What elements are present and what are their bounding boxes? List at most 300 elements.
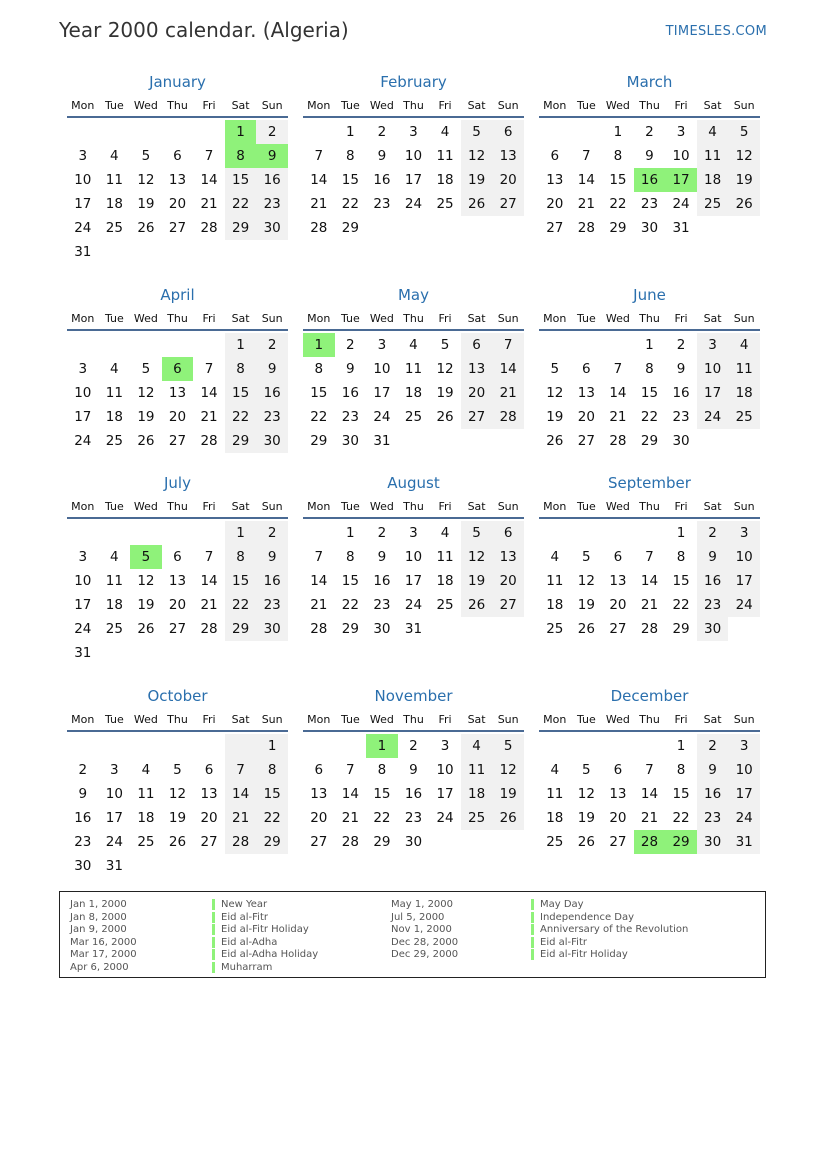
day-cell: 20 — [546, 196, 564, 212]
weekday-header — [303, 309, 524, 331]
weekday-header — [303, 497, 524, 519]
day-cell: 8 — [314, 361, 324, 377]
day-cell: 18 — [546, 597, 564, 613]
holiday-day-cell: 1 — [303, 333, 335, 357]
weekday-label: Sat — [231, 99, 250, 112]
empty-cell — [99, 734, 131, 758]
weekday-label: Thu — [403, 312, 424, 325]
day-cell: 22 — [225, 405, 257, 429]
day-cell: 4 — [110, 361, 119, 377]
weekday-label: Tue — [104, 99, 124, 112]
day-cell: 1 — [676, 738, 686, 754]
day-cell: 2 — [676, 337, 686, 353]
day-cell: 22 — [672, 597, 690, 613]
weekday-label: Fri — [674, 312, 688, 325]
day-cell: 10 — [697, 357, 729, 381]
legend-line — [391, 912, 458, 925]
day-grid — [539, 333, 760, 453]
day-cell: 15 — [225, 569, 257, 593]
day-cell: 23 — [404, 810, 423, 826]
legend-holiday-name: Eid al-Fitr — [531, 937, 587, 948]
day-cell: 14 — [310, 172, 328, 188]
weekday-label: Sat — [467, 713, 486, 726]
weekday-label: Sat — [467, 99, 486, 112]
day-cell: 13 — [577, 385, 595, 401]
weekday-header — [67, 497, 288, 519]
day-cell: 11 — [436, 549, 454, 565]
legend-line — [212, 937, 318, 950]
month-october — [67, 686, 288, 878]
day-cell: 21 — [492, 381, 524, 405]
day-cell: 1 — [225, 521, 257, 545]
day-cell: 25 — [436, 196, 454, 212]
day-cell: 13 — [492, 144, 524, 168]
day-cell: 7 — [204, 148, 214, 164]
day-cell: 5 — [440, 337, 450, 353]
day-cell: 27 — [492, 593, 524, 617]
weekday-label: Mon — [543, 99, 567, 112]
day-cell: 18 — [697, 168, 729, 192]
day-cell: 15 — [373, 786, 391, 802]
weekday-label: Tue — [576, 713, 596, 726]
legend-line — [391, 949, 458, 962]
day-cell: 26 — [492, 806, 524, 830]
day-cell: 31 — [373, 433, 391, 449]
day-cell: 2 — [697, 521, 729, 545]
day-cell: 13 — [168, 385, 187, 401]
day-cell: 10 — [436, 762, 454, 778]
day-cell: 16 — [697, 782, 729, 806]
day-cell: 4 — [728, 333, 760, 357]
day-cell: 18 — [404, 385, 423, 401]
weekday-label: Sun — [497, 713, 519, 726]
day-cell: 28 — [200, 220, 218, 236]
day-cell: 21 — [200, 196, 218, 212]
empty-cell — [303, 521, 335, 545]
day-cell: 27 — [577, 433, 595, 449]
weekday-label: Sat — [703, 312, 722, 325]
day-cell: 23 — [697, 593, 729, 617]
weekday-label: Fri — [202, 713, 216, 726]
day-cell: 26 — [546, 433, 564, 449]
day-grid — [539, 120, 760, 240]
day-cell: 7 — [645, 549, 654, 565]
day-cell: 1 — [256, 734, 288, 758]
weekday-label: Fri — [202, 500, 216, 513]
legend-holiday-name: Eid al-Adha Holiday — [212, 949, 318, 960]
month-title: July — [164, 474, 191, 492]
weekday-label: Sun — [497, 99, 519, 112]
day-cell: 21 — [640, 597, 659, 613]
weekday-label: Sun — [733, 713, 755, 726]
day-cell: 16 — [404, 786, 423, 802]
day-cell: 9 — [377, 148, 387, 164]
holiday-legend — [59, 891, 766, 978]
day-cell: 1 — [346, 124, 355, 140]
day-cell: 17 — [728, 569, 760, 593]
weekday-label: Wed — [605, 500, 630, 513]
weekday-label: Tue — [104, 500, 124, 513]
legend-date: Dec 28, 2000 — [391, 936, 459, 948]
site-link[interactable]: TIMESLES.COM — [665, 24, 767, 39]
day-cell: 12 — [137, 385, 155, 401]
legend-line — [531, 924, 688, 937]
weekday-label: Sun — [497, 312, 519, 325]
day-cell: 13 — [546, 172, 564, 188]
month-february — [303, 72, 524, 240]
day-cell: 7 — [314, 549, 324, 565]
day-cell: 30 — [256, 216, 288, 240]
day-cell: 25 — [461, 806, 493, 830]
day-cell: 24 — [404, 196, 423, 212]
day-cell: 5 — [550, 361, 560, 377]
weekday-label: Sun — [261, 500, 283, 513]
legend-line — [212, 949, 318, 962]
day-cell: 24 — [697, 405, 729, 429]
legend-line — [531, 899, 688, 912]
day-cell: 29 — [225, 429, 257, 453]
weekday-label: Tue — [340, 312, 360, 325]
day-cell: 15 — [341, 172, 359, 188]
empty-cell — [67, 521, 99, 545]
weekday-header — [303, 96, 524, 118]
weekday-header — [67, 96, 288, 118]
legend-line — [391, 937, 458, 950]
weekday-label: Thu — [639, 713, 660, 726]
day-cell: 6 — [550, 148, 560, 164]
weekday-label: Sun — [733, 99, 755, 112]
month-september — [539, 473, 760, 641]
weekday-label: Sun — [733, 500, 755, 513]
day-cell: 22 — [640, 409, 659, 425]
day-cell: 12 — [492, 758, 524, 782]
day-cell: 25 — [546, 834, 564, 850]
weekday-label: Wed — [605, 312, 630, 325]
day-cell: 4 — [550, 549, 560, 565]
day-cell: 11 — [436, 148, 454, 164]
legend-names-left — [212, 899, 318, 974]
day-cell: 15 — [672, 573, 690, 589]
weekday-label: Thu — [167, 99, 188, 112]
holiday-day-cell: 29 — [665, 830, 697, 854]
day-cell: 13 — [200, 786, 218, 802]
day-cell: 27 — [609, 834, 627, 850]
day-cell: 6 — [173, 148, 182, 164]
day-cell: 9 — [256, 545, 288, 569]
day-cell: 7 — [645, 762, 654, 778]
day-cell: 1 — [346, 525, 355, 541]
day-cell: 19 — [492, 782, 524, 806]
day-cell: 8 — [613, 148, 623, 164]
day-cell: 12 — [577, 786, 595, 802]
day-cell: 26 — [168, 834, 187, 850]
empty-cell — [539, 333, 571, 357]
day-cell: 6 — [613, 762, 623, 778]
weekday-label: Sun — [261, 99, 283, 112]
day-cell: 21 — [200, 597, 218, 613]
day-cell: 23 — [640, 196, 659, 212]
day-cell: 21 — [609, 409, 627, 425]
day-cell: 20 — [609, 810, 627, 826]
weekday-label: Fri — [438, 713, 452, 726]
day-cell: 19 — [137, 409, 155, 425]
weekday-label: Thu — [639, 500, 660, 513]
legend-date: Mar 16, 2000 — [70, 936, 137, 948]
day-cell: 5 — [461, 120, 493, 144]
day-cell: 4 — [141, 762, 151, 778]
weekday-label: Sat — [703, 99, 722, 112]
day-cell: 26 — [137, 621, 155, 637]
day-cell: 12 — [137, 573, 155, 589]
day-cell: 5 — [141, 148, 151, 164]
day-cell: 9 — [256, 357, 288, 381]
weekday-header — [303, 710, 524, 732]
day-cell: 16 — [256, 381, 288, 405]
day-cell: 13 — [168, 172, 187, 188]
weekday-label: Thu — [639, 99, 660, 112]
legend-date: Jan 1, 2000 — [70, 899, 127, 910]
day-cell: 3 — [409, 525, 418, 541]
day-cell: 6 — [461, 333, 493, 357]
day-cell: 12 — [546, 385, 564, 401]
legend-line — [212, 899, 318, 912]
day-cell: 3 — [676, 124, 686, 140]
empty-cell — [162, 734, 194, 758]
day-cell: 23 — [74, 834, 92, 850]
legend-date: Jul 5, 2000 — [391, 911, 445, 923]
empty-cell — [539, 120, 571, 144]
weekday-header — [539, 497, 760, 519]
weekday-label: Fri — [438, 500, 452, 513]
day-cell: 7 — [204, 361, 214, 377]
day-cell: 18 — [105, 196, 123, 212]
day-cell: 17 — [74, 409, 92, 425]
day-grid — [303, 333, 524, 453]
day-cell: 14 — [200, 573, 218, 589]
day-cell: 16 — [74, 810, 92, 826]
day-cell: 2 — [697, 734, 729, 758]
day-cell: 15 — [256, 782, 288, 806]
day-cell: 22 — [310, 409, 328, 425]
day-cell: 23 — [373, 196, 391, 212]
legend-holiday-name: May Day — [531, 899, 584, 910]
day-cell: 12 — [577, 573, 595, 589]
day-cell: 10 — [404, 148, 423, 164]
legend-line — [391, 924, 458, 937]
weekday-label: Thu — [167, 312, 188, 325]
weekday-label: Mon — [71, 99, 95, 112]
day-cell: 22 — [256, 806, 288, 830]
weekday-label: Sat — [231, 713, 250, 726]
legend-line — [212, 912, 318, 925]
day-cell: 3 — [728, 734, 760, 758]
day-grid — [539, 521, 760, 641]
weekday-label: Wed — [605, 99, 630, 112]
day-cell: 29 — [256, 830, 288, 854]
day-cell: 9 — [697, 758, 729, 782]
day-cell: 11 — [697, 144, 729, 168]
day-cell: 5 — [141, 361, 151, 377]
day-cell: 3 — [440, 738, 450, 754]
weekday-header — [539, 309, 760, 331]
day-cell: 3 — [78, 549, 88, 565]
empty-cell — [602, 333, 634, 357]
day-cell: 25 — [105, 433, 123, 449]
day-cell: 26 — [728, 192, 760, 216]
day-cell: 8 — [645, 361, 654, 377]
day-cell: 9 — [676, 361, 686, 377]
day-cell: 30 — [341, 433, 359, 449]
month-title: February — [380, 73, 447, 91]
empty-cell — [602, 734, 634, 758]
weekday-label: Tue — [340, 500, 360, 513]
day-cell: 21 — [341, 810, 359, 826]
day-cell: 29 — [310, 433, 328, 449]
weekday-label: Sat — [467, 500, 486, 513]
empty-cell — [634, 521, 666, 545]
day-cell: 23 — [256, 593, 288, 617]
weekday-label: Thu — [167, 713, 188, 726]
day-cell: 3 — [78, 148, 88, 164]
day-cell: 16 — [256, 569, 288, 593]
weekday-label: Thu — [403, 713, 424, 726]
legend-date: Mar 17, 2000 — [70, 949, 137, 960]
day-cell: 25 — [697, 192, 729, 216]
day-cell: 26 — [137, 433, 155, 449]
holiday-day-cell: 5 — [130, 545, 162, 569]
day-cell: 24 — [672, 196, 690, 212]
day-cell: 13 — [609, 786, 627, 802]
day-cell: 26 — [461, 593, 493, 617]
empty-cell — [602, 521, 634, 545]
day-cell: 14 — [310, 573, 328, 589]
legend-line — [531, 949, 688, 962]
day-cell: 4 — [440, 124, 450, 140]
day-cell: 17 — [74, 196, 92, 212]
day-cell: 22 — [672, 810, 690, 826]
day-cell: 29 — [341, 621, 359, 637]
day-cell: 4 — [440, 525, 450, 541]
legend-line — [531, 937, 688, 950]
day-cell: 21 — [225, 806, 257, 830]
day-cell: 11 — [105, 172, 123, 188]
legend-line — [70, 962, 137, 975]
weekday-label: Mon — [307, 713, 331, 726]
empty-cell — [303, 120, 335, 144]
legend-date: May 1, 2000 — [391, 899, 454, 910]
day-cell: 9 — [78, 786, 88, 802]
day-cell: 3 — [409, 124, 418, 140]
day-cell: 27 — [546, 220, 564, 236]
weekday-label: Mon — [543, 500, 567, 513]
empty-cell — [303, 734, 335, 758]
day-cell: 8 — [346, 549, 355, 565]
day-cell: 10 — [74, 385, 92, 401]
day-cell: 31 — [728, 830, 760, 854]
day-cell: 29 — [225, 216, 257, 240]
day-cell: 21 — [640, 810, 659, 826]
day-cell: 14 — [609, 385, 627, 401]
day-cell: 23 — [373, 597, 391, 613]
day-cell: 20 — [200, 810, 218, 826]
legend-line — [70, 899, 137, 912]
legend-date: Apr 6, 2000 — [70, 961, 129, 973]
day-cell: 24 — [74, 220, 92, 236]
day-cell: 30 — [373, 621, 391, 637]
day-cell: 24 — [373, 409, 391, 425]
day-cell: 30 — [256, 429, 288, 453]
legend-dates-left — [70, 899, 137, 974]
day-cell: 25 — [546, 621, 564, 637]
legend-holiday-name: Eid al-Adha — [212, 937, 277, 948]
day-cell: 26 — [577, 834, 595, 850]
day-cell: 19 — [577, 597, 595, 613]
day-cell: 19 — [546, 409, 564, 425]
day-cell: 22 — [341, 196, 359, 212]
day-cell: 4 — [461, 734, 493, 758]
month-title: November — [374, 687, 453, 705]
empty-cell — [335, 734, 367, 758]
day-cell: 23 — [672, 409, 690, 425]
day-cell: 8 — [377, 762, 387, 778]
empty-cell — [193, 734, 225, 758]
day-cell: 9 — [346, 361, 355, 377]
day-cell: 11 — [728, 357, 760, 381]
empty-cell — [571, 521, 603, 545]
day-cell: 31 — [404, 621, 423, 637]
day-cell: 16 — [672, 385, 690, 401]
day-cell: 13 — [310, 786, 328, 802]
weekday-label: Tue — [340, 713, 360, 726]
day-cell: 28 — [200, 433, 218, 449]
legend-holiday-name: Muharram — [212, 962, 272, 973]
legend-holiday-name: Anniversary of the Revolution — [531, 924, 688, 935]
day-cell: 12 — [461, 144, 493, 168]
day-cell: 4 — [697, 120, 729, 144]
day-cell: 1 — [676, 525, 686, 541]
weekday-label: Sun — [261, 312, 283, 325]
weekday-label: Tue — [104, 312, 124, 325]
month-title: August — [387, 474, 440, 492]
day-cell: 13 — [609, 573, 627, 589]
day-cell: 17 — [436, 786, 454, 802]
day-cell: 6 — [314, 762, 324, 778]
day-cell: 20 — [609, 597, 627, 613]
day-cell: 14 — [577, 172, 595, 188]
empty-cell — [99, 521, 131, 545]
day-grid — [67, 521, 288, 665]
day-cell: 30 — [672, 433, 690, 449]
legend-line — [70, 949, 137, 962]
holiday-day-cell: 17 — [665, 168, 697, 192]
empty-cell — [193, 521, 225, 545]
day-cell: 18 — [137, 810, 155, 826]
day-cell: 1 — [645, 337, 654, 353]
weekday-label: Sat — [231, 500, 250, 513]
weekday-label: Mon — [543, 312, 567, 325]
day-cell: 1 — [225, 333, 257, 357]
day-cell: 14 — [225, 782, 257, 806]
page-title: Year 2000 calendar. (Algeria) — [59, 18, 349, 42]
empty-cell — [162, 521, 194, 545]
weekday-label: Tue — [340, 99, 360, 112]
day-cell: 13 — [168, 573, 187, 589]
weekday-label: Mon — [71, 713, 95, 726]
day-cell: 24 — [728, 806, 760, 830]
empty-cell — [571, 120, 603, 144]
empty-cell — [99, 120, 131, 144]
legend-line — [212, 924, 318, 937]
